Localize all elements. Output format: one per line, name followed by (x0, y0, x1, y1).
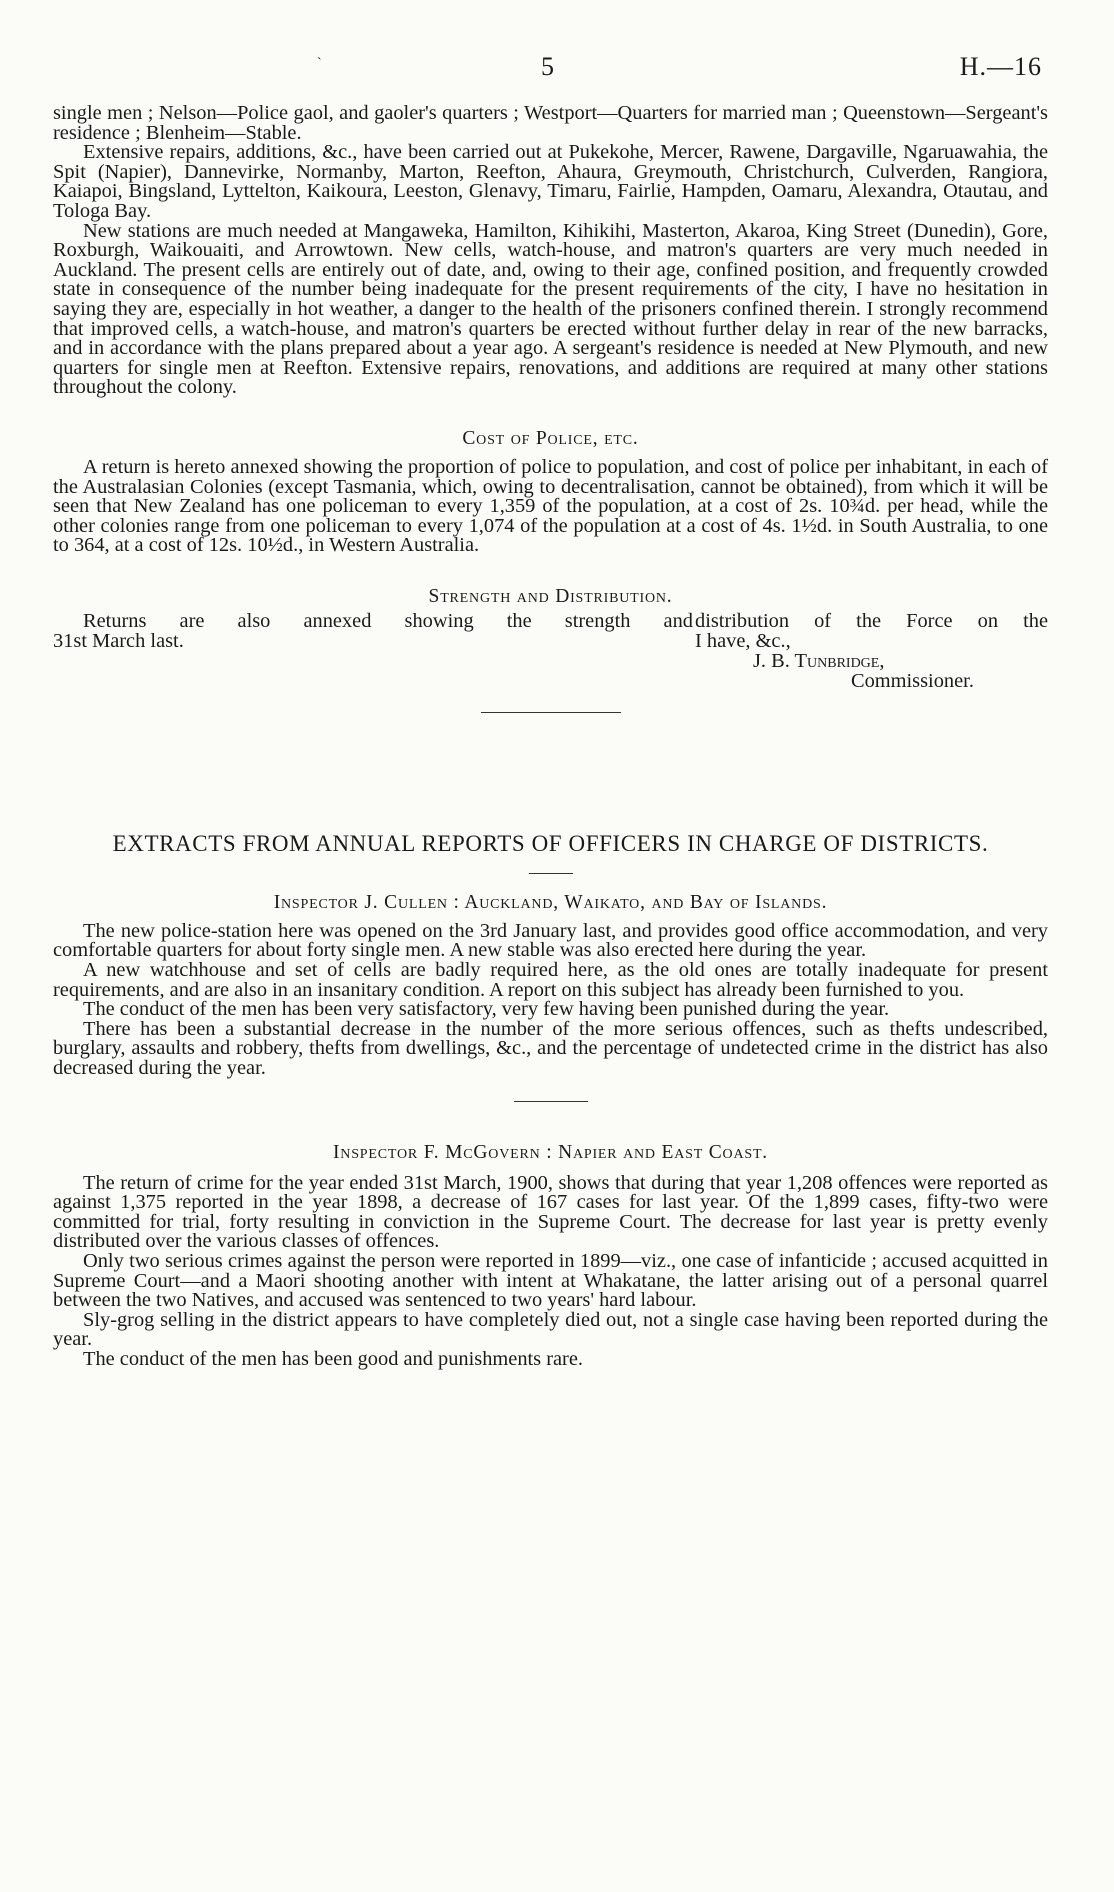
cullen-heading: Inspector J. Cullen : Auckland, Waikato, and Bay of Islands. (273, 891, 828, 913)
document-page (53, 52, 1048, 1370)
intro-section (53, 104, 1048, 398)
extracts-section (53, 831, 1048, 1370)
cost-section (53, 428, 1048, 556)
cost-paragraph: A return is hereto annexed showing the proportion of police to population, and cost of police per inhabitant, in each of the Australasian Colonies (except Tasmania, which, owing to decentralisation, cannot be obtained), from which it will be seen that New Zealand has one policeman to every 1,359 of the population, at a cost of 2s. 10¾d. per head, while the other colonies range from one policeman to every 1,074 of the population at a cost of 4s. 1½d. in South Australia, to one to 364, at a cost of 12s. 10½d., in Western Australia. (53, 455, 1048, 557)
page-number: 5 (541, 52, 554, 81)
cullen-paragraph-1: The new police-station here was opened on the 3rd January last, and provides good office accommodation, and very comfortable quarters for about forty single men. A new stable was also erected here during the year. (53, 919, 1048, 962)
mcgovern-paragraph-3: Sly-grog selling in the district appears to have completely died out, not a single case having been reported during the year. (53, 1308, 1048, 1351)
closing-salutation: I have, &c., (695, 629, 791, 652)
mcgovern-paragraph-4: The conduct of the men has been good and punishments rare. (83, 1347, 583, 1370)
strength-and-signature (53, 609, 1048, 712)
cost-heading: Cost of Police, etc. (462, 427, 639, 449)
header-mark: ` (317, 56, 322, 71)
extracts-heading-rule (529, 873, 573, 874)
extracts-heading: EXTRACTS FROM ANNUAL REPORTS OF OFFICERS IN CHARGE OF DISTRICTS. (112, 830, 989, 856)
document-reference: H.—16 (959, 52, 1042, 81)
mcgovern-report (53, 1142, 1048, 1370)
strength-heading: Strength and Distribution. (428, 585, 673, 607)
intro-paragraph-2: Extensive repairs, additions, &c., have been carried out at Pukekohe, Mercer, Rawene, Dargaville, Ngaruawahia, the Spit (Napier), Dannevirke, Normanby, Marton, Reefton, Ahaura, Greymouth, Christchurch, Culverden, Rangiora, Kaiapoi, Bingsland, Lyttelton, Kaikoura, Leeston, Glenavy, Timaru, Fairlie, Hampden, Oamaru, Alexandra, Otautau, and Tologa Bay. (53, 141, 1048, 222)
strength-line-1-left: Returns are also annexed showing the strength and (83, 609, 693, 632)
intro-paragraph-1: single men ; Nelson—Police gaol, and gaoler's quarters ; Westport—Quarters for married man ; Queenstown—Sergeant's residence ; Blenheim—Stable. (53, 102, 1048, 144)
cullen-report (53, 892, 1048, 1079)
cullen-paragraph-2: A new watchhouse and set of cells are badly required here, as the old ones are totally inadequate for present requirements, and are also in an insanitary condition. A report on this subject has already been furnished to you. (53, 959, 1048, 1001)
signatory-title: Commissioner. (851, 669, 974, 692)
section-divider (481, 712, 621, 713)
strength-line-1-right: distribution of the Force on the (695, 609, 1048, 632)
strength-section (53, 586, 1048, 712)
mcgovern-paragraph-2: Only two serious crimes against the person were reported in 1899—viz., one case of infanticide ; accused acquitted in Supreme Court—and a Maori shooting another with intent at Whakatane, the latter arising out of a personal quarrel between the two Natives, and accused was sentenced to two years' hard labour. (53, 1250, 1048, 1312)
mcgovern-paragraph-1: The return of crime for the year ended 31st March, 1900, shows that during that year 1,208 offences were reported as against 1,375 reported in the year 1898, a decrease of 167 cases for last year. Of the 1,899 cases, fifty-two were committed for trial, forty resulting in conviction in the Supreme Court. The decrease for last year is pretty evenly distributed over the various classes of offences. (53, 1171, 1048, 1253)
mcgovern-heading: Inspector F. McGovern : Napier and East Coast. (333, 1141, 768, 1163)
strength-line-2: 31st March last. (53, 629, 184, 652)
signatory-name: J. B. Tunbridge, (753, 649, 885, 672)
report-divider (514, 1101, 588, 1102)
page-header (53, 52, 1048, 92)
intro-paragraph-3: New stations are much needed at Mangaweka, Hamilton, Kihikihi, Masterton, Akaroa, King Street (Dunedin), Gore, Roxburgh, Waikouaiti, and Arrowtown. New cells, watch-house, and matron's quarters are very much needed in Auckland. The present cells are entirely out of date, and, owing to their age, confined position, and frequently crowded state in consequence of the number being inadequate for the present requirements of the city, I have no hesitation in saying they are, especially in hot weather, a danger to the health of the prisoners confined therein. I strongly recommend that improved cells, a watch-house, and matron's quarters be erected without further delay in rear of the new barracks, and in accordance with the plans prepared about a year ago. A sergeant's residence is needed at New Plymouth, and new quarters for single men at Reefton. Extensive repairs, renovations, and additions are required at many other stations throughout the colony. (53, 219, 1048, 399)
cullen-paragraph-3: The conduct of the men has been very satisfactory, very few having been punished during the year. (83, 998, 890, 1021)
cullen-paragraph-4: There has been a substantial decrease in the number of the more serious offences, such as thefts undescribed, burglary, assaults and robbery, thefts from dwellings, &c., and the percentage of undetected crime in the district has also decreased during the year. (53, 1017, 1048, 1080)
